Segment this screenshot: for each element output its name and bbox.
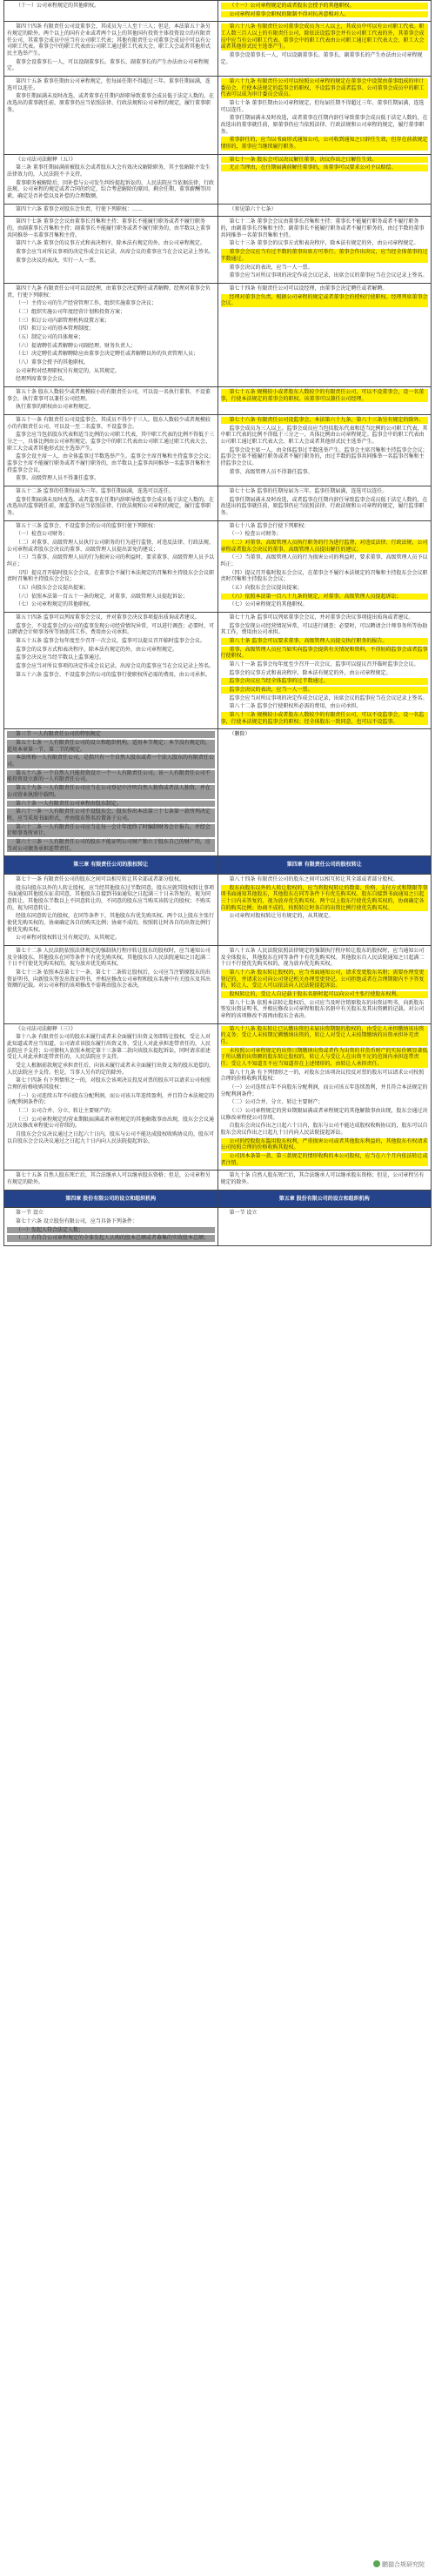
- article-row: [4, 217, 432, 283]
- article-text: 受让人根据前款规定承担责任后，向该未履行或者未全面履行出资义务的股东追偿的，人民法院应予支持。但是，当事人另有约定的除外。: [7, 1063, 215, 1076]
- article-text: 公司章程对股权转让另有规定的，从其规定。: [16, 935, 121, 942]
- article-text: 第四十五条 董事任期由公司章程规定，但每届任期不得超过三年。董事任期届满，连选可以连任。: [7, 78, 211, 91]
- article-text: 第六十条 一人有限责任公司章程由股东制定。: [7, 801, 215, 808]
- chapter-title: 第五章 股份有限公司的设立和组织机构: [278, 1195, 370, 1202]
- article-text: 第六十八条 有限责任公司董事会成员为三人以上，其成员中可以有公司职工代表。职工人数三百人以上的有限责任公司，除依法设监事会并有公司职工代表的外，其董事会成员中应当有公司职工代表。董事会中的职工代表由公司职工通过职工代表大会、职工大会或者其他形式民主选举产生。: [221, 23, 429, 50]
- article-text: 《公司法司法解释（三）》: [16, 1025, 77, 1032]
- article-text: 第八十二条 监事会行使职权所必需的费用，由公司承担。: [229, 703, 362, 710]
- article-text: 董事职务被解除后，因补偿与公司发生纠纷提起诉讼的，人民法院应当依据法律、行政法规、公司章程的规定或者合同的约定，综合考虑解除的原因、剩余任期、董事薪酬等因素，确定是否补偿以及补偿的合理数额。: [7, 179, 215, 200]
- article-text: 第八十一条 监事会每年度至少召开一次会议，监事可以提议召开临时监事会会议。: [229, 661, 419, 668]
- article-text: 监事会的议事方式和表决程序，除本法有规定的外，由公司章程规定。: [229, 669, 392, 676]
- article-text: （七）公司章程规定的其他职权。: [229, 601, 308, 608]
- old-law-cell: [4, 856, 218, 875]
- old-law-cell: [4, 1208, 218, 1246]
- article-text: 第七十二条 人民法院依照法律规定的强制执行程序转让股东的股权时，应当通知公司及全体股东，其他股东在同等条件下有优先购买权。其他股东自人民法院通知之日起满二十日不行使优先购买权的，视为放弃优先购买权。: [7, 947, 211, 968]
- article-text: 监事会、不设监事会的公司的监事发现公司经营情况异常，可以进行调查；必要时，可以聘请会计师事务所等协助其工作，费用由公司承担。: [7, 622, 215, 636]
- chapter-title: 第四章 股份有限公司的设立和组织机构: [65, 1195, 157, 1202]
- article-text: （一）公司连续五年不向股东分配利润，而公司该五年连续盈利，并且符合本法规定的分配利润条件的；: [7, 1092, 215, 1106]
- article-text: 第八十六条 股东转让股权的，应当书面通知公司，请求变更股东名册；需要办理变更登记的，并请求公司向公司登记机关办理变更登记。公司拒绝或者在合理期限内不予答复的，转让人、受让人可以依法向人民法院提起诉讼。: [221, 969, 429, 989]
- article-text: 股东向股东以外的人转让股权，应当经其他股东过半数同意。股东应就其股权转让事项书面通知其他股东征求同意，其他股东自接到书面通知之日起满三十日未答复的，视为同意转让。其他股东半数以上不同意转让的，不同意的股东应当购买该转让的股权；不购买的，视为同意转让。: [7, 884, 215, 911]
- article-text: 第四十八条 董事会的议事方式和表决程序，除本法有规定的外，由公司章程规定。: [16, 240, 205, 247]
- article-text: 经股东同意转让的股权，在同等条件下，其他股东有优先购买权。两个以上股东主张行使优先购买权的，协商确定各自的购买比例；协商不成的，按照转让时各自的出资比例行使优先购买权。: [7, 913, 215, 933]
- article-text: （二）对董事、高级管理人员执行职务的行为进行监督，对违反法律、行政法规、公司章程或者股东会决议的董事、高级管理人员提出解任的建议；: [220, 540, 428, 553]
- article-text: （一）检查公司财务；: [229, 531, 282, 538]
- article-text: 第五十条 股东人数较少或者规模较小的有限责任公司，可以设一名执行董事，不设董事会。执行董事可以兼任公司经理。: [7, 388, 211, 402]
- article-text: 第九十条 自然人股东死亡后，其合法继承人可以继承股东资格；但是，公司章程另有规定的除外。: [220, 1172, 425, 1186]
- new-law-cell: [218, 283, 432, 386]
- article-row: [4, 945, 432, 1023]
- old-law-cell: [4, 1, 218, 22]
- article-text: 第六十一条 一人有限责任公司不设股东会。股东作出本法第三十七条第一款所列决定时，应当采用书面形式，并由股东签名后置备于公司。: [7, 808, 215, 822]
- new-law-cell: [218, 1023, 432, 1171]
- article-text: （三）公司章程规定的营业期限届满或者章程规定的其他解散事由出现，股东会通过决议修改章程使公司存续。: [220, 1108, 428, 1121]
- chapter-heading-row: [4, 856, 432, 875]
- article-text: 第七十二条 董事会会议由董事长召集和主持；董事长不能履行职务或者不履行职务的，由副董事长召集和主持；副董事长不能履行职务或者不履行职务的，由过半数的董事共同推举一名董事召集和主持。: [220, 218, 425, 238]
- article-text: 第八十三条 规模较小或者股东人数较少的有限责任公司，可以不设监事会，设一名监事，行使本法规定的监事会的职权；经全体股东一致同意，也可以不设监事。: [221, 712, 429, 725]
- article-text: （十一）公司章程规定的或者股东会授予的其他职权。: [221, 3, 429, 10]
- article-text: 第五十二条 监事的任期每届为三年。监事任期届满，连选可以连任。: [16, 487, 174, 494]
- article-text: 董事会决议的表决，应当一人一票。: [229, 264, 313, 271]
- article-row: [4, 1, 432, 22]
- new-law-cell: [218, 856, 432, 875]
- article-text: 监事会决议应当经半数以上监事通过。: [16, 654, 105, 661]
- old-law-cell: [4, 386, 218, 414]
- article-row: [4, 729, 432, 856]
- article-text: 经理对董事会负责，根据公司章程的规定或者董事会的授权行使职权。经理列席董事会会议。: [220, 293, 428, 307]
- article-row: [4, 154, 432, 204]
- article-text: 监事会应当包括股东代表和适当比例的公司职工代表，其中职工代表的比例不得低于三分之一，具体比例由公司章程规定。监事会中的职工代表由公司职工通过职工代表大会、职工大会或者其他形式民主选举产生。: [7, 432, 215, 452]
- article-text: 第七十六条 有限责任公司设监事会，本法第六十九条、第八十三条另有规定的除外。: [221, 417, 429, 424]
- article-text: 第八十四条 有限责任公司的股东之间可以相互转让其全部或者部分股权。: [229, 875, 398, 882]
- article-text: 第六十三条 一人有限责任公司的股东不能证明公司财产独立于股东自己的财产的，应当对公司债务承担连带责任。: [7, 839, 215, 852]
- comparison-table-body: [4, 1, 432, 1246]
- chapter-title: 第三章 有限责任公司的股权转让: [73, 862, 149, 869]
- article-text: 第七十四条 有限责任公司可以设经理，由董事会决定聘任或者解聘。: [229, 285, 388, 292]
- article-text: （三）拟订公司内部管理机构设置方案；: [16, 317, 110, 324]
- article-text: 公司章程对股权转让另有规定的，从其规定。: [229, 913, 334, 920]
- article-text: （三）公司章程规定的营业期限届满或者章程规定的其他解散事由出现，股东会会议通过决议修改章程使公司存续的。: [7, 1116, 215, 1130]
- new-law-cell: [218, 414, 432, 486]
- article-text: 股东向股东以外的人转让股权的，应当将股权转让的数量、价格、支付方式和期限等事项书面通知其他股东，其他股东在同等条件下有优先购买权。股东自接到书面通知之日起三十日内未答复的，视为放弃优先购买权。两个以上股东行使优先购买权的，协商确定各自的购买比例；协商不成的，按照转让时各自的出资比例行使优先购买权。: [220, 884, 428, 911]
- article-row: [4, 613, 432, 729]
- article-text: 第五十一条 有限责任公司设监事会，其成员不得少于三人。股东人数较少或者规模较小的有限责任公司，可以设一至二名监事，不设监事会。: [7, 416, 211, 430]
- article-text: 监事会设主席一人，由全体监事过半数选举产生。监事会主席召集和主持监事会会议；监事会主席不能履行职务或者不履行职务的，由半数以上监事共同推举一名监事召集和主持监事会会议。: [7, 453, 215, 473]
- article-text: 第五十六条 监事会、不设监事会的公司的监事行使职权所必需的费用，由公司承担。: [16, 671, 211, 678]
- article-text: 监事会应当对所议事项的决定作成会议记录，出席会议的监事应当在会议记录上签名。: [16, 663, 215, 670]
- article-text: 第八十九条 有下列情形之一的，对股东会该项决议投反对票的股东可以请求公司按照合理的价格收购其股权：: [220, 1069, 425, 1083]
- article-text: 董事会应当对所议事项的决定作成会议记录，出席会议的董事应当在会议记录上签名。: [229, 272, 428, 279]
- new-law-cell: [218, 22, 432, 77]
- article-text: （七）决定聘任或者解聘除应由董事会决定聘任或者解聘以外的负责管理人员；: [16, 351, 199, 358]
- new-law-cell: [218, 1171, 432, 1190]
- new-law-cell: [218, 729, 432, 856]
- article-text: （一）主持公司的生产经营管理工作，组织实施董事会决议；: [16, 300, 157, 307]
- wechat-icon: [373, 2560, 380, 2567]
- article-text: （四）拟订公司的基本管理制度；: [16, 325, 95, 332]
- article-text: 董事、高级管理人员不得兼任监事。: [16, 475, 100, 482]
- article-text: （参见第六十七条）: [229, 205, 277, 212]
- article-text: 第七十五条 规模较小或者股东人数较少的有限责任公司，可以不设董事会，设一名董事，行使本法规定的董事会的职权。该董事可以兼任公司经理。: [221, 389, 429, 402]
- article-text: 董事任期届满未及时改选，或者董事在任期内辞任导致董事会成员低于法定人数的，在改选出的董事就任前，原董事仍应当依照法律、行政法规和公司章程的规定，履行董事职务。: [220, 115, 428, 135]
- article-text: 董事会决议的表决，实行一人一票。: [16, 257, 100, 264]
- article-text: 监事会的议事方式和表决程序，除本法有规定的外，由公司章程规定。: [16, 646, 178, 653]
- article-row: [4, 486, 432, 520]
- article-text: （二）公司合并、分立、转让主要财产的；: [16, 1108, 116, 1115]
- old-law-cell: [4, 874, 218, 945]
- new-law-cell: [218, 874, 432, 945]
- article-text: 未按照公司章程规定的出资日期缴纳出资或者作为出资的非货币财产的实际价额显著低于所认缴的出资额的股东转让股权的，转让人与受让人在出资不足的范围内承担连带责任；受让人不知道且不应当知道存在上述情形的，由转让人承担责任。: [220, 1047, 428, 1067]
- article-text: 第七十四条 有下列情形之一的，对股东会该项决议投反对票的股东可以请求公司按照合理的价格收购其股权：: [7, 1077, 211, 1091]
- article-text: 自股东会决议作出之日起六十日内，股东与公司不能达成股权收购协议的，股东可以自股东会决议作出之日起九十日内向人民法院提起诉讼。: [220, 1123, 428, 1137]
- chapter-heading-row: [4, 1190, 432, 1208]
- article-text: 自股东会会议决议通过之日起六十日内，股东与公司不能达成股权收购协议的，股东可以自股东会会议决议通过之日起九十日内向人民法院提起诉讼。: [7, 1131, 215, 1144]
- old-law-cell: [4, 77, 218, 155]
- comparison-table: [3, 0, 432, 1246]
- article-row: [4, 77, 432, 155]
- article-row: [4, 1208, 432, 1246]
- article-text: 董事会设董事长一人，可以设副董事长。董事长、副董事长的产生办法由公司章程规定。: [220, 52, 423, 65]
- article-text: 第五十七条 一人有限责任公司的设立和组织机构，适用本节规定；本节没有规定的，适用本章第一节、第二节的规定。: [7, 740, 215, 753]
- article-text: 第七十条 董事任期由公司章程规定，但每届任期不得超过三年。董事任期届满，连选可以连任。: [220, 100, 425, 113]
- article-text: 第八十七条 依照本法转让股权后，公司应当及时注销原股东的出资证明书，向新股东签发出资证明书，并相应修改公司章程和股东名册中有关股东及其出资额的记载。对公司章程的该项修改不需再由股东会表决。: [220, 999, 425, 1019]
- article-text: 第三节 一人有限责任公司的特别规定: [7, 731, 215, 738]
- article-text: （六）依照本法第一百八十九条的规定，对董事、高级管理人员提起诉讼；: [221, 594, 429, 600]
- article-text: （六）依照本法第一百五十一条的规定，对董事、高级管理人员提起诉讼；: [16, 593, 189, 600]
- chapter-title: 第四章 有限责任公司的股权转让: [286, 862, 362, 869]
- article-text: 无正当理由，在任期届满前解任董事的，该董事可以要求公司予以赔偿。: [221, 164, 429, 171]
- article-text: 第五十八条 一个自然人只能投资设立一个一人有限责任公司。该一人有限责任公司不能投资设立新的一人有限责任公司。: [7, 770, 215, 783]
- article-text: （一）公司连续五年不向股东分配利润，而公司该五年连续盈利，并且符合本法规定的分配利润条件；: [220, 1084, 428, 1097]
- new-law-cell: [218, 486, 432, 520]
- article-text: 第七十六条 设立股份有限公司，应当具备下列条件：: [16, 1218, 137, 1225]
- article-row: [4, 1023, 432, 1171]
- watermark-text: 鹏猫合规研究院: [382, 2561, 425, 2568]
- article-text: 第七十三条 依照本法第七十一条、第七十二条转让股权后，公司应当注销原股东的出资证明书，向新股东签发出资证明书，并相应修改公司章程和股东名册中有关股东及其出资额的记载。对公司章程的该项修改不需再由股东会表决。: [7, 969, 211, 989]
- article-text: （二）组织实施公司年度经营计划和投资方案；: [16, 308, 126, 315]
- old-law-cell: [4, 1023, 218, 1171]
- article-text: 董事辞任的，应当以书面形式通知公司，公司收到通知之日辞任生效，但存在前款规定情形的，董事应当继续履行职务。: [220, 137, 428, 151]
- article-text: 监事会成员为三人以上。监事会成员应当包括股东代表和适当比例的公司职工代表，其中职工代表的比例不得低于三分之一，具体比例由公司章程规定。监事会中的职工代表由公司职工通过职工代表大会、职工大会或者其他形式民主选举产生。: [220, 425, 428, 445]
- old-law-cell: [4, 486, 218, 520]
- new-law-cell: [218, 386, 432, 414]
- new-law-cell: [218, 1190, 432, 1208]
- article-text: 监事任期届满未及时改选，或者监事在任期内辞职导致监事会成员低于法定人数的，在改选出的监事就任前，原监事仍应当依照法律、行政法规和公司章程的规定，履行监事职务。: [7, 496, 215, 516]
- article-text: （五）向股东会会议提出提案；: [229, 585, 303, 592]
- article-text: （五）向股东会会议提出提案；: [16, 585, 90, 592]
- article-text: 董事、高级管理人员应当如实向监事会提供有关情况和资料，不得妨碍监事会或者监事行使职权。: [220, 646, 428, 660]
- new-law-cell: [218, 520, 432, 612]
- article-text: 监事会发现公司经营情况异常，可以进行调查；必要时，可以聘请会计师事务所等协助其工作，费用由公司承担。: [220, 622, 428, 636]
- article-text: 经理列席董事会会议。: [16, 376, 69, 383]
- old-law-cell: [4, 1190, 218, 1208]
- article-text: 第七十八条 监事会行使下列职权：: [229, 522, 310, 529]
- article-text: （八）董事会授予的其他职权。: [16, 359, 90, 366]
- article-text: （五）制定公司的具体规章；: [16, 333, 84, 340]
- article-text: （六）提请聘任或者解聘公司副经理、财务负责人；: [16, 342, 137, 349]
- article-text: （删除）: [229, 731, 251, 738]
- article-row: [4, 22, 432, 77]
- article-text: 第十八条 有限责任公司的股东未履行或者未全面履行出资义务即转让股权，受让人对此知道或者应当知道，公司请求该股东履行出资义务、受让人对此承担连带责任的，人民法院应予支持；公司债权人依照本规定第十三条第二款向该股东提起诉讼，同时请求前述受让人对此承担连带责任的，人民法院应予支持。: [7, 1034, 211, 1061]
- article-text: 第三条 董事任期届满前被股东会或者股东大会有效决议解除职务，其主张解除不发生法律效力的，人民法院不予支持。: [7, 164, 211, 178]
- article-text: 第七十五条 自然人股东死亡后，其合法继承人可以继承股东资格；但是，公司章程另有规定的除外。: [7, 1172, 211, 1186]
- article-text: 第七十九条 监事可以列席董事会会议，并对董事会决议事项提出质询或者建议。: [229, 614, 414, 621]
- new-law-cell: [218, 613, 432, 729]
- article-text: （二）对董事、高级管理人员执行公司职务的行为进行监督，对违反法律、行政法规、公司章程或者股东会决议的董事、高级管理人员提出罢免的建议；: [7, 540, 215, 553]
- article-text: （一）发起人符合法定人数；: [7, 1227, 215, 1234]
- article-text: 第八十条 监事会可以要求董事、高级管理人员提交执行职务的报告。: [221, 638, 429, 645]
- article-row: [4, 1171, 432, 1190]
- article-text: 第五十五条 监事会每年度至少召开一次会议，监事可以提议召开临时监事会会议。: [16, 638, 205, 645]
- article-row: [4, 283, 432, 386]
- article-text: 监事任期届满未及时改选，或者监事在任期内辞任导致监事会成员低于法定人数的，在改选出的监事就任前，原监事仍应当依照法律、行政法规和公司章程的规定，履行监事职务。: [220, 496, 428, 516]
- article-text: 公司章程对经理职权另有规定的，从其规定。: [16, 367, 121, 374]
- new-law-cell: [218, 217, 432, 283]
- article-text: 公司因本条第一款、第三款规定的情形收购的本公司股权，应当在六个月内依法转让或者注销。: [220, 1153, 428, 1166]
- new-law-cell: [218, 77, 432, 155]
- article-text: 第五十三条 监事会、不设监事会的公司的监事行使下列职权：: [16, 522, 158, 529]
- article-text: 第八十八条 股东转让已认缴出资但未届出资期限的股权的，由受让人承担缴纳该出资的义务；受让人未按期足额缴纳出资的，转让人对受让人未按期缴纳的出资承担补充责任。: [221, 1026, 429, 1046]
- article-text: （一）检查公司财务；: [16, 531, 69, 538]
- article-text: 第七十七条 监事的任期每届为三年。监事任期届满，连选可以连任。: [229, 487, 388, 494]
- article-text: （二）有符合公司章程规定的全体发起人认购的股本总额或者募集的实收股本总额；: [7, 1235, 215, 1242]
- article-text: 董事会应当对所议事项的决定作成会议记录，出席会议的董事应当在会议记录上签名。: [16, 249, 215, 256]
- article-row: [4, 520, 432, 612]
- article-text: 执行董事的职权由公司章程规定。: [16, 404, 95, 411]
- article-text: 董事会设董事长一人，可以设副董事长。董事长、副董事长的产生办法由公司章程规定。: [7, 58, 210, 72]
- article-text: 公司章程对董事会职权的限制不得对抗善意相对人。: [221, 11, 429, 18]
- old-law-cell: [4, 154, 218, 204]
- article-text: （三）当董事、高级管理人员的行为损害公司的利益时，要求董事、高级管理人员予以纠正；: [220, 554, 428, 568]
- article-text: 第七十三条 董事会的议事方式和表决程序，除本法有规定的外，由公司章程规定。: [229, 240, 419, 247]
- article-text: 第四十四条 有限责任公司设董事会，其成员为三人至十三人；但是，本法第五十条另有规定的除外。两个以上的国有企业或者两个以上的其他国有投资主体投资设立的有限责任公司，其董事会成员中应当有公司职工代表；其他有限责任公司董事会成员中可以有公司职工代表。董事会中的职工代表由公司职工通过职工代表大会、职工大会或者其他形式民主选举产生。: [7, 23, 211, 57]
- article-text: （三）当董事、高级管理人员的行为损害公司的利益时，要求董事、高级管理人员予以纠正；: [7, 554, 215, 568]
- old-law-cell: [4, 1171, 218, 1190]
- article-text: 董事任期届满未及时改选，或者董事在任期内辞职导致董事会成员低于法定人数的，在改选出的董事就任前，原董事仍应当依照法律、行政法规和公司章程的规定，履行董事职务。: [7, 93, 215, 113]
- article-row: [4, 874, 432, 945]
- old-law-cell: [4, 283, 218, 386]
- article-text: 第四十七条 董事会会议由董事长召集和主持；董事长不能履行职务或者不履行职务的，由副董事长召集和主持；副董事长不能履行职务或者不履行职务的，由半数以上董事共同推举一名董事召集和主持。: [7, 218, 211, 238]
- article-text: 第七十一条 股东会可以决议解任董事，决议作出之日解任生效。: [221, 157, 429, 164]
- article-text: 第六十九条 有限责任公司可以按照公司章程的规定在董事会中设置由董事组成的审计委员会，行使本法规定的监事会的职权，不设监事会或者监事。公司董事会成员中的职工代表可以成为审计委员会成员。: [221, 78, 429, 98]
- new-law-cell: [218, 1208, 432, 1246]
- article-text: 股权转让的，受让人自记载于股东名册时起可以向公司主张行使股东权利。: [221, 991, 429, 998]
- article-text: 第四十九条 有限责任公司可以设经理，由董事会决定聘任或者解聘。经理对董事会负责，行使下列职权：: [7, 285, 211, 299]
- article-row: [4, 414, 432, 486]
- article-text: 董事、高级管理人员不得兼任监事。: [229, 468, 313, 475]
- new-law-cell: [218, 945, 432, 1023]
- article-row: [4, 386, 432, 414]
- article-text: （十一）公司章程规定的其他职权。: [16, 3, 100, 9]
- article-text: （七）公司章程规定的其他职权。: [16, 601, 95, 608]
- new-law-cell: [218, 154, 432, 204]
- old-law-cell: [4, 217, 218, 283]
- article-text: 监事会设主席一人，由全体监事过半数选举产生。监事会主席召集和主持监事会会议；监事会主席不能履行职务或者不履行职务的，由过半数的监事共同推举一名监事召集和主持监事会会议。: [220, 446, 428, 466]
- old-law-cell: [4, 22, 218, 77]
- new-law-cell: [218, 204, 432, 217]
- old-law-cell: [4, 613, 218, 729]
- article-text: 第一节 设立: [16, 1210, 44, 1217]
- article-text: 《公司法司法解释（五）》: [16, 156, 77, 163]
- article-text: 监事会决议应当经全体监事的过半数通过。: [221, 678, 429, 685]
- old-law-cell: [4, 729, 218, 856]
- article-text: （四）提议召开临时股东会会议，在董事会不履行本法规定的召集和主持股东会会议职责时召集和主持股东会会议；: [7, 569, 215, 583]
- old-law-cell: [4, 204, 218, 217]
- article-text: 第五十九条 一人有限责任公司应当在公司登记中注明自然人独资或者法人独资，并在公司营业执照中载明。: [7, 785, 215, 798]
- article-row: [4, 204, 432, 217]
- new-law-cell: [218, 1, 432, 22]
- article-text: （四）提议召开临时股东会会议，在董事会不履行本法规定的召集和主持股东会会议职责时召集和主持股东会会议；: [220, 569, 428, 583]
- article-text: 第七十一条 有限责任公司的股东之间可以相互转让其全部或者部分股权。: [16, 875, 184, 882]
- article-text: 董事会会议应当有过半数的董事出席方可举行。董事会作出决议，应当经全体董事的过半数通过。: [220, 249, 428, 262]
- article-text: 监事会决议的表决，应当一人一票。: [221, 687, 429, 694]
- article-text: 第六十二条 一人有限责任公司应当在每一会计年度终了时编制财务会计报告，并经会计师事务所审计。: [7, 824, 215, 837]
- article-text: 第八十五条 人民法院依照法律规定的强制执行程序转让股东的股权时，应当通知公司及全体股东，其他股东在同等条件下有优先购买权。其他股东自人民法院通知之日起满二十日不行使优先购买权的，视为放弃优先购买权。: [220, 947, 425, 968]
- old-law-cell: [4, 414, 218, 486]
- article-text: 第四十六条 董事会对股东会负责，行使下列职权：……: [16, 205, 143, 212]
- article-text: 第五十四条 监事可以列席董事会会议，并对董事会决议事项提出质询或者建议。: [16, 614, 200, 621]
- article-text: 监事会应当对所议事项的决定作成会议记录，出席会议的监事应当在会议记录上签名。: [229, 694, 428, 701]
- article-text: （二）公司合并、分立、转让主要财产；: [229, 1099, 324, 1106]
- old-law-cell: [4, 945, 218, 1023]
- watermark: [373, 2560, 425, 2569]
- old-law-cell: [4, 520, 218, 612]
- article-text: 本法所称一人有限责任公司，是指只有一个自然人股东或者一个法人股东的有限责任公司。: [7, 755, 215, 768]
- article-text: 公司的控股股东滥用股东权利，严重损害公司或者其他股东利益的，其他股东有权请求公司按照合理的价格收购其股权。: [220, 1137, 428, 1151]
- article-text: 第一节 设立: [229, 1210, 258, 1217]
